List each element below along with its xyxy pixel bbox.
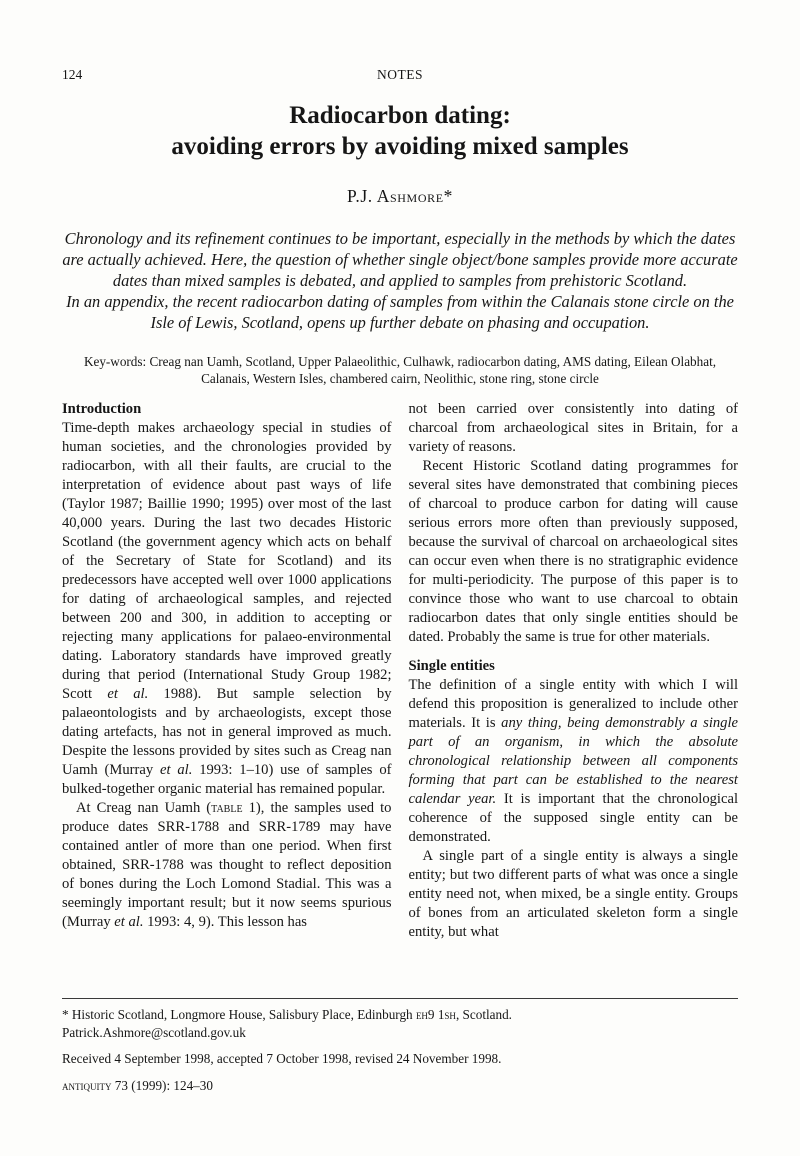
- paragraph: At Creag nan Uamh (table 1), the samples used to produce dates SRR-1788 and SRR-1789 may have contained antler of more than one period. When first obtained, SRR-1788 was thought to reflect deposition of bones during the Loch Lomond Stadial. This was a seemingly important result; but it now seems spurious (Murray et al. 1993: 4, 9). This lesson has: [62, 800, 392, 930]
- footnote-email: Patrick.Ashmore@scotland.gov.uk: [62, 1024, 246, 1040]
- paragraph: Recent Historic Scotland dating programmes for several sites have demonstrated that combining pieces of charcoal to produce carbon for dating will cause serious errors more often than previously supposed, because the survival of charcoal on archaeological sites can occur even when there is no stratigraphic evidence for multi-periodicity. The purpose of this paper is to convince those who want to use charcoal to obtain radiocarbon dates that only single entities should be dated. Probably the same is true for other materials.: [408, 458, 738, 645]
- column-left: [62, 400, 392, 988]
- article-title-line1: Radiocarbon dating:: [289, 102, 511, 129]
- article-title: [62, 100, 738, 162]
- running-head: NOTES: [377, 67, 423, 82]
- author-line: P.J. Ashmore*: [347, 186, 453, 206]
- paragraph: A single part of a single entity is always a single entity; but two different parts of what was once a single entity need not, when mixed, be a single entity. Groups of bones from an articulated skeleton form a single entity, but what: [408, 848, 738, 940]
- page-header: [62, 66, 738, 84]
- article-title-line2: avoiding errors by avoiding mixed samples: [171, 133, 629, 160]
- footnote-journal: antiquity 73 (1999): 124–30: [62, 1077, 213, 1093]
- paragraph: not been carried over consistently into dating of charcoal from archaeological sites in Britain, for a variety of reasons.: [408, 401, 738, 455]
- footnotes: [62, 998, 738, 1094]
- section-heading-single-entities: Single entities: [408, 658, 495, 674]
- body-columns: [62, 400, 738, 988]
- keywords: Key-words: Creag nan Uamh, Scotland, Upper Palaeolithic, Culhawk, radiocarbon dating, AMS dating, Eilean Olabhat, Calanais, Western Isles, chambered cairn, Neolithic, stone ring, stone circle: [83, 354, 717, 386]
- paragraph: The definition of a single entity with which I will defend this proposition is generalized to include other materials. It is any thing, being demonstrably a single part of an organism, in which the absolute chronological relationship between all components forming that part can be established to the nearest calendar year. It is important that the chronological coherence of the supposed single entity can be demonstrated.: [408, 677, 738, 845]
- footnote-received: Received 4 September 1998, accepted 7 October 1998, revised 24 November 1998.: [62, 1051, 502, 1066]
- page-number: 124: [62, 67, 83, 82]
- abstract-paragraph: Chronology and its refinement continues to be important, especially in the methods by which the dates are actually achieved. Here, the question of whether single object/bone samples provide more accurate dates than mixed samples is debated, and applied to samples from prehistoric Scotland.: [62, 229, 738, 290]
- abstract-paragraph: In an appendix, the recent radiocarbon dating of samples from within the Calanais stone circle on the Isle of Lewis, Scotland, opens up further debate on phasing and occupation.: [66, 292, 734, 332]
- footnote-affiliation: * Historic Scotland, Longmore House, Salisbury Place, Edinburgh eh9 1sh, Scotland.: [62, 1007, 512, 1022]
- section-heading-introduction: Introduction: [62, 401, 142, 417]
- column-right: [409, 400, 739, 988]
- abstract: [62, 228, 738, 333]
- paragraph: Time-depth makes archaeology special in studies of human societies, and the chronologies provided by radiocarbon, with all their faults, are crucial to the interpretation of evidence about past ways of life (Taylor 1987; Baillie 1990; 1995) over most of the last 40,000 years. During the last two decades Historic Scotland (the government agency which acts on behalf of the Secretary of State for Scotland) and its predecessors have accepted well over 1000 applications for dating of archaeological samples, and rejected between 200 and 300, in addition to accepting or rejecting many applications for palaeo-environmental dating. Laboratory standards have improved greatly during that period (International Study Group 1982; Scott et al. 1988). But sample selection by palaeontologists and by archaeologists, except those dating artefacts, has not in general improved as much. Despite the lessons provided by sites such as Creag nan Uamh (Murray et al. 1993: 1–10) use of samples of bulked-together organic material has remained popular.: [62, 420, 392, 797]
